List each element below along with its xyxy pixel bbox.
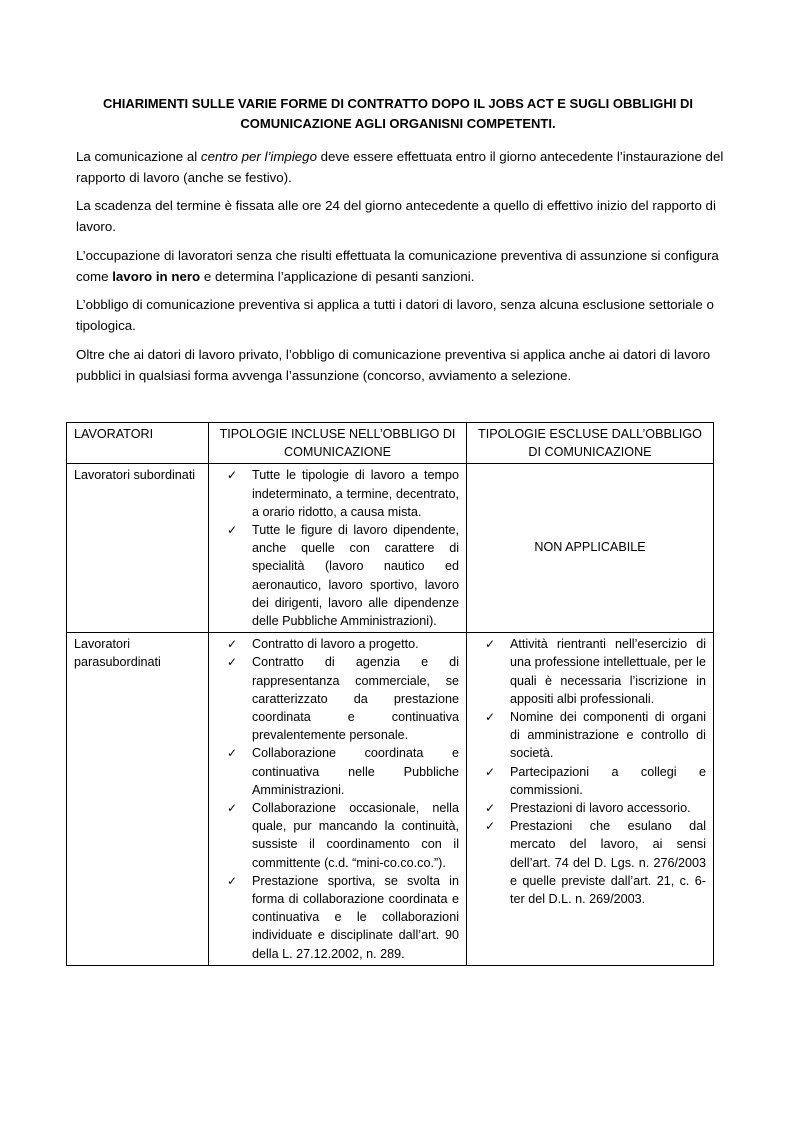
- p3-text-post: e determina l’applicazione di pesanti sanzioni.: [200, 269, 475, 284]
- contract-types-table: [66, 422, 714, 966]
- list-item: ✓ Tutte le tipologie di lavoro a tempo indeterminato, a termine, decentrato, a orario ridotto, a causa mista.: [227, 468, 459, 519]
- excluded-cell: NON APPLICABILE: [467, 464, 714, 633]
- checkmark-icon: ✓: [485, 637, 496, 652]
- list-item: ✓ Attività rientranti nell’esercizio di una professione intellettuale, per le quali è necessaria l’iscrizione in appositi albi professionali.: [485, 637, 706, 706]
- list-item: ✓ Collaborazione coordinata e continuativa nelle Pubbliche Amministrazioni.: [227, 746, 459, 797]
- included-list: [216, 635, 459, 963]
- header-lavoratori: LAVORATORI: [67, 423, 209, 464]
- excluded-cell: [467, 633, 714, 966]
- checkmark-icon: ✓: [485, 710, 496, 725]
- header-tipologie-incluse: TIPOLOGIE INCLUSE NELL’OBBLIGO DI COMUNICAZIONE: [209, 423, 467, 464]
- list-item: ✓ Partecipazioni a collegi e commissioni.: [485, 764, 706, 797]
- excluded-list: [474, 635, 706, 908]
- checkmark-icon: ✓: [227, 523, 238, 538]
- category-cell: Lavoratori subordinati: [67, 464, 209, 633]
- list-item: ✓ Collaborazione occasionale, nella quale, pur mancando la continuità, sussiste il coordinamento con il committente (c.d. “mini-co.co.co.”).: [227, 801, 459, 870]
- checkmark-icon: ✓: [485, 819, 496, 834]
- p1-text-pre: La comunicazione al: [76, 149, 201, 164]
- title-line-1: CHIARIMENTI SULLE VARIE FORME DI CONTRATTO DOPO IL JOBS ACT E SUGLI OBBLIGHI DI: [102, 96, 694, 111]
- checkmark-icon: ✓: [227, 873, 238, 888]
- table-row: [67, 464, 714, 633]
- paragraph-lavoro-nero: [76, 245, 724, 287]
- included-list: [216, 466, 459, 630]
- table-row: [67, 633, 714, 966]
- category-cell: Lavoratori parasubordinati: [67, 633, 209, 966]
- list-item: ✓ Nomine dei componenti di organi di amministrazione e controllo di società.: [485, 710, 706, 761]
- document-title: [76, 94, 720, 134]
- checkmark-icon: ✓: [227, 746, 238, 761]
- title-line-2: COMUNICAZIONE AGLI ORGANISNI COMPETENTI.: [240, 116, 556, 131]
- checkmark-icon: ✓: [227, 801, 238, 816]
- list-item: ✓ Prestazione sportiva, se svolta in forma di collaborazione coordinata e continuativa e le collaborazioni individuate e disciplinate dall’art. 90 della L. 27.12.2002, n. 289.: [227, 873, 459, 961]
- paragraph-scadenza: La scadenza del termine è fissata alle ore 24 del giorno antecedente a quello di effettivo inizio del rapporto di lavoro.: [76, 198, 716, 234]
- checkmark-icon: ✓: [485, 764, 496, 779]
- p1-text-post: deve essere effettuata entro il giorno antecedente l’instaurazione del rapporto di lavoro (anche se festivo).: [76, 149, 724, 185]
- checkmark-icon: ✓: [227, 637, 238, 652]
- p3-text-pre: L’occupazione di lavoratori senza che risulti effettuata la comunicazione preventiva di assunzione si configura come: [76, 248, 719, 284]
- paragraph-obbligo: L’obbligo di comunicazione preventiva si applica a tutti i datori di lavoro, senza alcuna esclusione settoriale o tipologica.: [76, 297, 714, 333]
- list-item: ✓ Contratto di lavoro a progetto.: [216, 635, 459, 653]
- paragraph-centro-impiego: [76, 146, 724, 188]
- list-item: ✓ Prestazioni di lavoro accessorio.: [474, 799, 706, 817]
- p1-emphasis: centro per l’impiego: [200, 149, 317, 164]
- list-item: ✓ Prestazioni che esulano dal mercato del lavoro, ai sensi dell’art. 74 del D. Lgs. n. 276/2003 e quelle previste dall’art. 21, c. 6-ter del D.L. n. 269/2003.: [485, 819, 706, 907]
- paragraph-datori-pubblici: Oltre che ai datori di lavoro privato, l’obbligo di comunicazione preventiva si applica anche ai datori di lavoro pubblici in qualsiasi forma avvenga l’assunzione (concorso, avviamento a selezione.: [76, 347, 711, 383]
- header-tipologie-escluse: TIPOLOGIE ESCLUSE DALL’OBBLIGO DI COMUNICAZIONE: [467, 423, 714, 464]
- included-cell: [209, 464, 467, 633]
- checkmark-icon: ✓: [485, 801, 496, 816]
- list-item: ✓ Tutte le figure di lavoro dipendente, anche quelle con carattere di specialità (lavoro nautico ed aeronautico, lavoro sportivo, lavoro dei dirigenti, lavoro alle dipendenze delle Pubbliche Amministrazioni).: [227, 523, 459, 629]
- list-item: ✓ Contratto di agenzia e di rappresentanza commerciale, se caratterizzato da prestazione coordinata e continuativa prevalentemente personale.: [227, 655, 459, 743]
- checkmark-icon: ✓: [227, 468, 238, 483]
- p3-strong: lavoro in nero: [112, 269, 201, 284]
- included-cell: [209, 633, 467, 966]
- checkmark-icon: ✓: [227, 655, 238, 670]
- table-header-row: [67, 423, 714, 464]
